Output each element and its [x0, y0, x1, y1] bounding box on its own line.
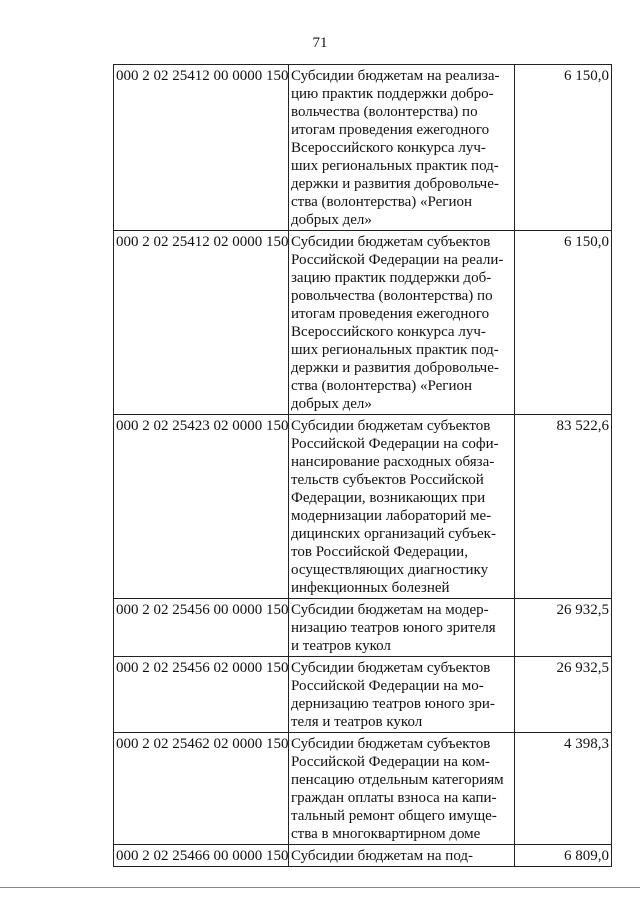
budget-code-cell: 000 2 02 25466 00 0000 150	[114, 845, 289, 867]
amount-cell: 83 522,6	[515, 415, 612, 599]
budget-code-cell: 000 2 02 25462 02 0000 150	[114, 733, 289, 845]
description-cell: Субсидии бюджетам на под-	[289, 845, 515, 867]
description-cell: Субсидии бюджетам субъектов Российской Федерации на мо- дернизацию театров юного зри- теля и театров кукол	[289, 657, 515, 733]
page-number: 71	[312, 35, 328, 51]
budget-code-cell: 000 2 02 25456 02 0000 150	[114, 657, 289, 733]
table-row	[114, 657, 612, 733]
amount-cell: 4 398,3	[515, 733, 612, 845]
budget-revenue-table	[113, 64, 612, 867]
amount-cell: 26 932,5	[515, 657, 612, 733]
table-row	[114, 845, 612, 867]
table-row	[114, 415, 612, 599]
amount-cell: 6 809,0	[515, 845, 612, 867]
budget-code-cell: 000 2 02 25412 00 0000 150	[114, 65, 289, 231]
amount-cell: 26 932,5	[515, 599, 612, 657]
description-cell: Субсидии бюджетам субъектов Российской Федерации на ком- пенсацию отдельным категориям граждан оплаты взноса на капи- тальный ремонт общего имуще- ства в многоквартирном доме	[289, 733, 515, 845]
table-row	[114, 231, 612, 415]
amount-cell: 6 150,0	[515, 231, 612, 415]
description-cell: Субсидии бюджетам на модер- низацию театров юного зрителя и театров кукол	[289, 599, 515, 657]
budget-code-cell: 000 2 02 25423 02 0000 150	[114, 415, 289, 599]
table-row	[114, 599, 612, 657]
description-cell: Субсидии бюджетам субъектов Российской Федерации на софи- нансирование расходных обяза- тельств субъектов Российской Федерации, возникающих при модернизации лабораторий ме- дицинских организаций субъек- тов Российской Федерации, осуществляющих диагностику инфекционных болезней	[289, 415, 515, 599]
budget-code-cell: 000 2 02 25456 00 0000 150	[114, 599, 289, 657]
amount-cell: 6 150,0	[515, 65, 612, 231]
table-row	[114, 733, 612, 845]
page-bottom-divider	[0, 887, 640, 888]
description-cell: Субсидии бюджетам субъектов Российской Федерации на реали- зацию практик поддержки доб- ровольчества (волонтерства) по итогам проведения ежегодного Всероссийского конкурса луч- ших региональных практик под- держки и развития добровольче- ства (волонтерства) «Регион добрых дел»	[289, 231, 515, 415]
table-row	[114, 65, 612, 231]
budget-code-cell: 000 2 02 25412 02 0000 150	[114, 231, 289, 415]
description-cell: Субсидии бюджетам на реализа- цию практик поддержки добро- вольчества (волонтерства) по итогам проведения ежегодного Всероссийского конкурса луч- ших региональных практик под- держки и развития добровольче- ства (волонтерства) «Регион добрых дел»	[289, 65, 515, 231]
